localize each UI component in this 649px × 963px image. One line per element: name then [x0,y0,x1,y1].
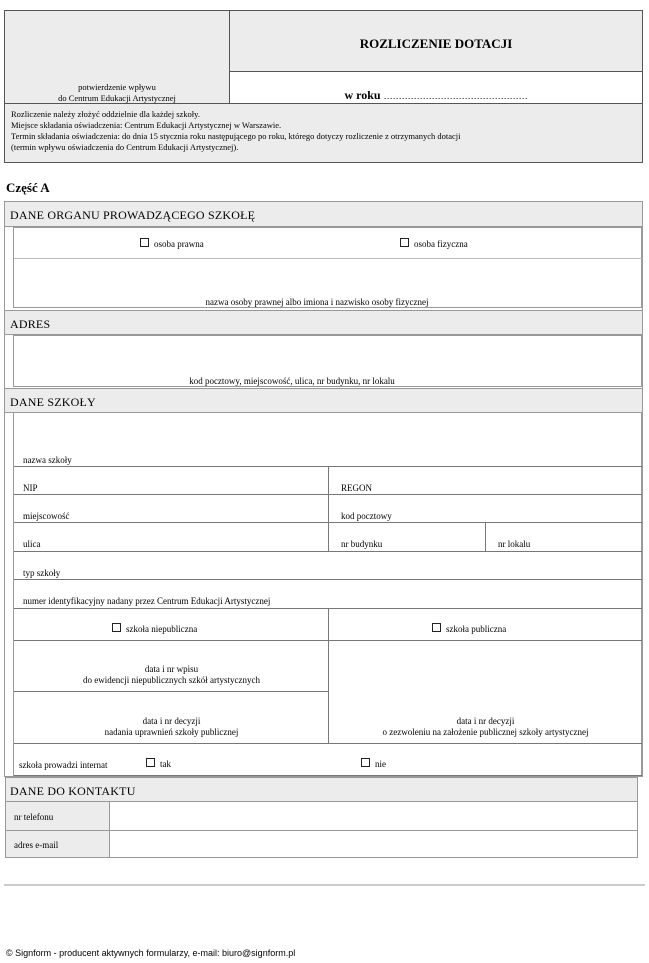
opt-legal-person[interactable] [140,239,204,250]
decision-left-field[interactable] [14,716,329,738]
email-label: adres e-mail [14,840,59,850]
opt-nonpublic-label: szkoła niepubliczna [126,624,198,634]
year-row [229,88,643,103]
opt-legal-person-label: osoba prawna [154,239,204,249]
registration-line2: do ewidencji niepublicznych szkół artystycznych [83,675,260,685]
checkbox-nonpublic[interactable] [112,623,121,632]
city-field[interactable]: miejscowość [23,511,70,521]
notes-box [4,103,643,163]
rule [14,551,642,552]
email-input[interactable] [111,831,637,857]
street-field[interactable]: ulica [23,539,41,549]
address-section-header [5,310,642,335]
opt-natural-person[interactable] [400,239,468,250]
organ-name-caption: nazwa osoby prawnej albo imiona i nazwisko osoby fizycznej [205,297,429,307]
postcode-field[interactable]: kod pocztowy [341,511,392,521]
school-type-field[interactable]: typ szkoły [23,568,61,578]
checkbox-legal-person[interactable] [140,238,149,247]
note-3: Termin składania oświadczenia: do dnia 15 stycznia roku następującego po roku, którego dotyczy rozliczenie z otrzymanych dotacji [11,131,461,141]
opt-public[interactable] [432,624,506,635]
opt-public-label: szkoła publiczna [446,624,507,634]
registration-field[interactable] [14,664,329,686]
rule [14,691,329,692]
id-number-field[interactable]: numer identyfikacyjny nadany przez Centrum Edukacji Artystycznej [23,596,271,606]
school-section-title: DANE SZKOŁY [10,395,96,409]
footer-separator [4,884,645,886]
rule [485,522,486,551]
note-2: Miejsce składania oświadczenia: Centrum Edukacji Artystycznej w Warszawie. [11,120,282,130]
year-label: w roku [344,88,381,102]
registration-line1: data i nr wpisu [144,664,199,674]
phone-label: nr telefonu [14,812,54,822]
opt-internat-no[interactable] [361,759,386,770]
decision-right-line2: o zezwoleniu na założenie publicznej szkoły artystycznej [382,727,589,737]
checkbox-internat-no[interactable] [361,758,370,767]
rule [328,466,329,551]
school-name-field[interactable]: nazwa szkoły [23,455,72,465]
note-4: (termin wpływu oświadczenia do Centrum Edukacji Artystycznej). [11,142,239,152]
decision-left-line1: data i nr decyzji [142,716,201,726]
address-caption: kod pocztowy, miejscowość, ulica, nr budynku, nr lokalu [189,376,395,386]
phone-input[interactable] [111,803,637,829]
year-input[interactable]: ………………………………………… [383,91,528,101]
decision-left-line2: nadania uprawnień szkoły publicznej [104,727,239,737]
opt-internat-yes-label: tak [160,759,171,769]
decision-right-line1: data i nr decyzji [456,716,515,726]
checkbox-internat-yes[interactable] [146,758,155,767]
opt-internat-no-label: nie [375,759,386,769]
internat-label: szkoła prowadzi internat [19,760,108,770]
organ-divider [14,258,642,259]
stamp-caption [4,82,230,104]
organ-box[interactable] [13,227,642,308]
checkbox-natural-person[interactable] [400,238,409,247]
unit-field[interactable]: nr lokalu [498,539,531,549]
part-title: Część A [6,180,50,195]
opt-internat-yes[interactable] [146,759,171,770]
opt-natural-person-label: osoba fizyczna [414,239,468,249]
regon-field[interactable]: REGON [341,483,372,493]
decision-right-field[interactable] [329,716,642,738]
note-1: Rozliczenie należy złożyć oddzielnie dla każdej szkoły. [11,109,200,119]
building-field[interactable]: nr budynku [341,539,383,549]
opt-nonpublic[interactable] [112,624,197,635]
rule [14,775,642,776]
school-section-header [5,388,642,413]
rule [14,743,642,744]
stamp-caption-line1: potwierdzenie wpływu [78,82,156,92]
form-title: ROZLICZENIE DOTACJI [359,36,513,51]
rule [14,579,642,580]
contact-section-title: DANE DO KONTAKTU [10,784,136,798]
nip-field[interactable]: NIP [23,483,38,493]
address-section-title: ADRES [10,317,51,331]
organ-section-title: DANE ORGANU PROWADZĄCEGO SZKOŁĘ [10,208,256,222]
stamp-caption-line2: do Centrum Edukacji Artystycznej [58,93,176,103]
checkbox-public[interactable] [432,623,441,632]
footer-text: © Signform - producent aktywnych formularzy, e-mail: biuro@signform.pl [6,948,296,958]
